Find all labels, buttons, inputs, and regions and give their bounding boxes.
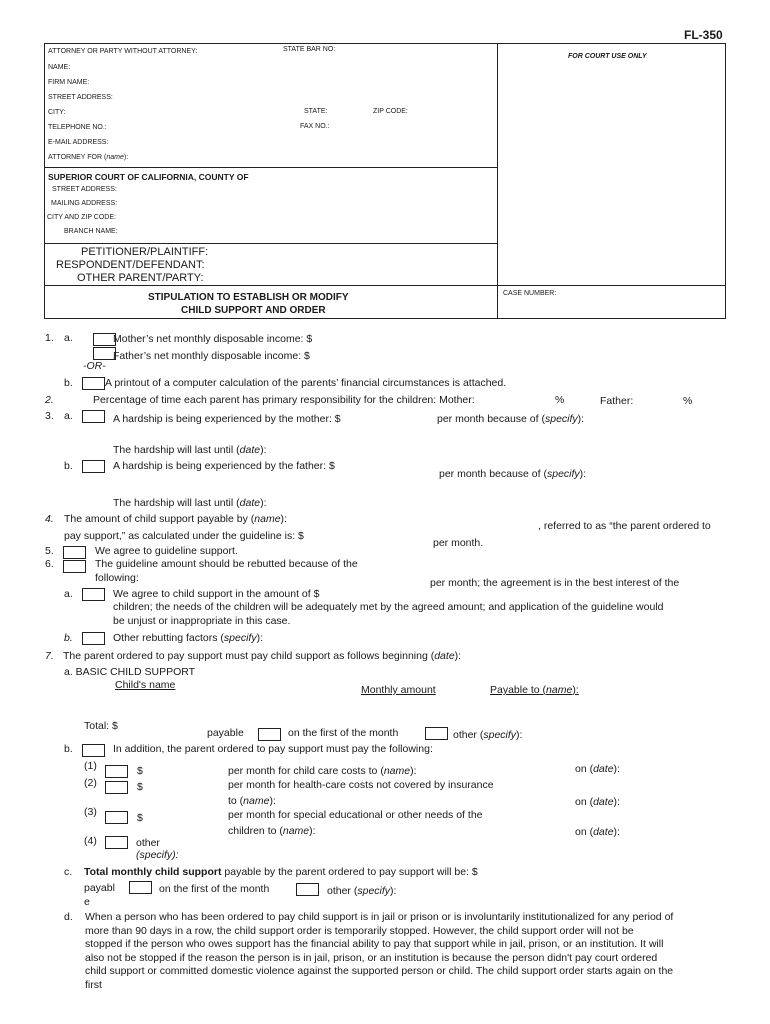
parties-section-divider [44,285,726,286]
payable-to-column: Payable to (name): [490,684,579,696]
other-expense-label: other [136,837,160,849]
state-label: STATE: [304,108,328,115]
child-care-checkbox[interactable] [105,765,128,778]
court-mailing-label: MAILING ADDRESS: [51,200,118,207]
court-use-label: FOR COURT USE ONLY [568,53,647,60]
agreement-per-month: per month; the agreement is in the best interest of the [430,577,680,589]
paragraph-line: child support or committed domestic violence against the supported person or child. The child support order starts again on the [85,965,674,977]
attorney-section-divider [44,167,498,168]
child-care-date: on (date): [575,763,620,775]
item3-number: 3. [45,410,54,422]
father-percent-sign: % [683,395,693,407]
monthly-amount-column: Monthly amount [361,684,436,696]
item6b-letter: b. [64,632,73,644]
children-needs-line: children; the needs of the children will be adequately met by the agreed amount; and application of the guideline would [113,601,664,613]
item1b-letter: b. [64,377,73,389]
item7c-letter: c. [64,866,73,878]
guideline-agree-checkbox[interactable] [63,546,86,559]
sub1-label: (1) [84,760,97,772]
item2-number: 2. [45,394,54,406]
fax-label: FAX NO.: [300,123,330,130]
health-care-date: on (date): [575,796,620,808]
petitioner-label: PETITIONER/PLAINTIFF: [81,246,209,258]
child-name-column: Child's name [115,679,176,691]
court-use-divider [497,43,498,319]
agreed-amount-label: We agree to child support in the amount of $ [113,588,320,600]
referred-as-label: , referred to as “the parent ordered to [538,520,711,532]
child-care-label: per month for child care costs to (name): [228,765,417,777]
hardship-father-label: A hardship is being experienced by the father: $ [113,460,335,472]
or-separator: -OR- [83,360,106,372]
paragraph-line: When a person who has been ordered to pay child support is in jail or prison or is involuntarily institutionalized for any period of [85,911,674,923]
court-branch-label: BRANCH NAME: [64,228,118,235]
hardship-mother-checkbox[interactable] [82,410,105,423]
printout-checkbox[interactable] [82,377,105,390]
document-title-line2: CHILD SUPPORT AND ORDER [181,305,326,316]
paragraph-line: more than 90 days in a row, the child support order is temporarily stopped. However, the child support order will not be [85,924,634,937]
unjust-line: be unjust or inappropriate in this case. [113,615,291,627]
street-address-label: STREET ADDRESS: [48,94,113,101]
form-number: FL-350 [684,28,723,42]
hardship-mother-because: per month because of (specify): [437,413,585,425]
health-care-dollar: $ [137,781,143,793]
hardship-father-until: The hardship will last until (date): [113,497,267,509]
item6-number: 6. [45,558,54,570]
sub4-label: (4) [84,835,97,847]
zip-code-label: ZIP CODE: [373,108,408,115]
additional-payments-label: In addition, the parent ordered to pay support must pay the following: [113,743,433,755]
health-care-to: to (name): [228,795,276,807]
beginning-date-label: The parent ordered to pay support must pay child support as follows beginning (date): [63,650,462,662]
first-of-month-label: on the first of the month [288,727,399,739]
paragraph-line: first [85,978,102,991]
additional-payments-checkbox[interactable] [82,744,105,757]
item4-number: 4. [45,513,54,525]
basic-child-support-heading: a. BASIC CHILD SUPPORT [64,666,196,678]
payable-label: payable [207,727,244,739]
father-percent-label: Father: [600,395,634,407]
item5-number: 5. [45,545,54,557]
item6a-letter: a. [64,588,73,600]
respondent-label: RESPONDENT/DEFENDANT: [56,259,205,271]
other-parent-label: OTHER PARENT/PARTY: [77,272,204,284]
total-other-checkbox[interactable] [296,883,319,896]
mother-income-label: Mother’s net monthly disposable income: $ [113,333,313,345]
city-label: CITY: [48,109,66,116]
name-label: NAME: [48,64,71,71]
item1-number: 1. [45,332,54,344]
case-number-label: CASE NUMBER: [503,290,557,297]
guideline-agree-label: We agree to guideline support. [95,545,238,557]
court-title: SUPERIOR COURT OF CALIFORNIA, COUNTY OF [48,172,249,182]
guideline-amount-label: pay support,” as calculated under the guideline is: $ [64,530,304,542]
item3b-letter: b. [64,460,73,472]
special-needs-checkbox[interactable] [105,811,128,824]
agreed-amount-checkbox[interactable] [82,588,105,601]
court-city-zip-label: CITY AND ZIP CODE: [47,214,116,221]
sub2-label: (2) [84,777,97,789]
rebut-label-line2: following: [95,572,139,584]
health-care-checkbox[interactable] [105,781,128,794]
document-title-line1: STIPULATION TO ESTABLISH OR MODIFY [148,292,349,303]
printout-label: A printout of a computer calculation of the parents’ financial circumstances is attached. [105,377,507,389]
other-payment-label: other (specify): [453,729,523,741]
hardship-mother-until: The hardship will last until (date): [113,444,267,456]
total-label: Total: $ [84,720,118,732]
hardship-father-checkbox[interactable] [82,460,105,473]
total-first-of-month-checkbox[interactable] [129,881,152,894]
percentage-label: Percentage of time each parent has primary responsibility for the children: Mother: [93,394,475,406]
total-monthly-support: Total monthly child support payable by the parent ordered to pay support will be: $ [84,866,478,878]
court-section-divider [44,243,498,244]
item7-number: 7. [45,650,54,662]
email-label: E-MAIL ADDRESS: [48,139,109,146]
special-needs-date: on (date): [575,826,620,838]
other-expense-specify: (specify): [136,849,179,861]
support-payable-by-label: The amount of child support payable by (name): [64,513,287,525]
guideline-rebut-checkbox[interactable] [63,560,86,573]
special-needs-dollar: $ [137,812,143,824]
hardship-mother-label: A hardship is being experienced by the mother: $ [113,413,341,425]
payable-c-label-1: payabl [84,882,115,894]
health-care-label: per month for health-care costs not covered by insurance [228,779,494,791]
item7b-letter: b. [64,743,73,755]
other-payment-checkbox[interactable] [425,727,448,740]
total-other-label: other (specify): [327,885,397,897]
paragraph-line: stopped if the person who owes support has the financial ability to pay that support while in jail, prison, or an institution. It will [85,938,664,950]
telephone-label: TELEPHONE NO.: [48,124,107,131]
special-needs-label: per month for special educational or other needs of the [228,809,483,821]
attorney-for-label: ATTORNEY FOR (name): [48,154,129,161]
item3a-letter: a. [64,410,73,422]
other-factors-checkbox[interactable] [82,632,105,645]
other-factors-label: Other rebutting factors (specify): [113,632,263,644]
state-bar-label: STATE BAR NO: [283,46,336,53]
child-care-dollar: $ [137,765,143,777]
mother-percent-sign: % [555,394,565,406]
guideline-per-month: per month. [433,537,484,549]
incarceration-paragraph [85,911,673,992]
court-street-label: STREET ADDRESS: [52,186,117,193]
attorney-label: ATTORNEY OR PARTY WITHOUT ATTORNEY: [48,48,198,55]
firm-name-label: FIRM NAME: [48,79,90,86]
paragraph-line: also not be stopped if the reason the person is in jail, prison, or an institution is because the person didn't pay court ordered [85,951,658,964]
payable-c-label-2: e [84,896,90,908]
rebut-label-line1: The guideline amount should be rebutted because of the [95,558,358,570]
item7d-letter: d. [64,911,73,923]
total-first-of-month-label: on the first of the month [159,883,270,895]
item1a-letter: a. [64,332,73,344]
father-income-label: Father’s net monthly disposable income: $ [113,350,310,362]
special-needs-to: children to (name): [228,825,316,837]
first-of-month-checkbox[interactable] [258,728,281,741]
sub3-label: (3) [84,806,97,818]
hardship-father-because: per month because of (specify): [439,468,587,480]
other-expense-checkbox[interactable] [105,836,128,849]
